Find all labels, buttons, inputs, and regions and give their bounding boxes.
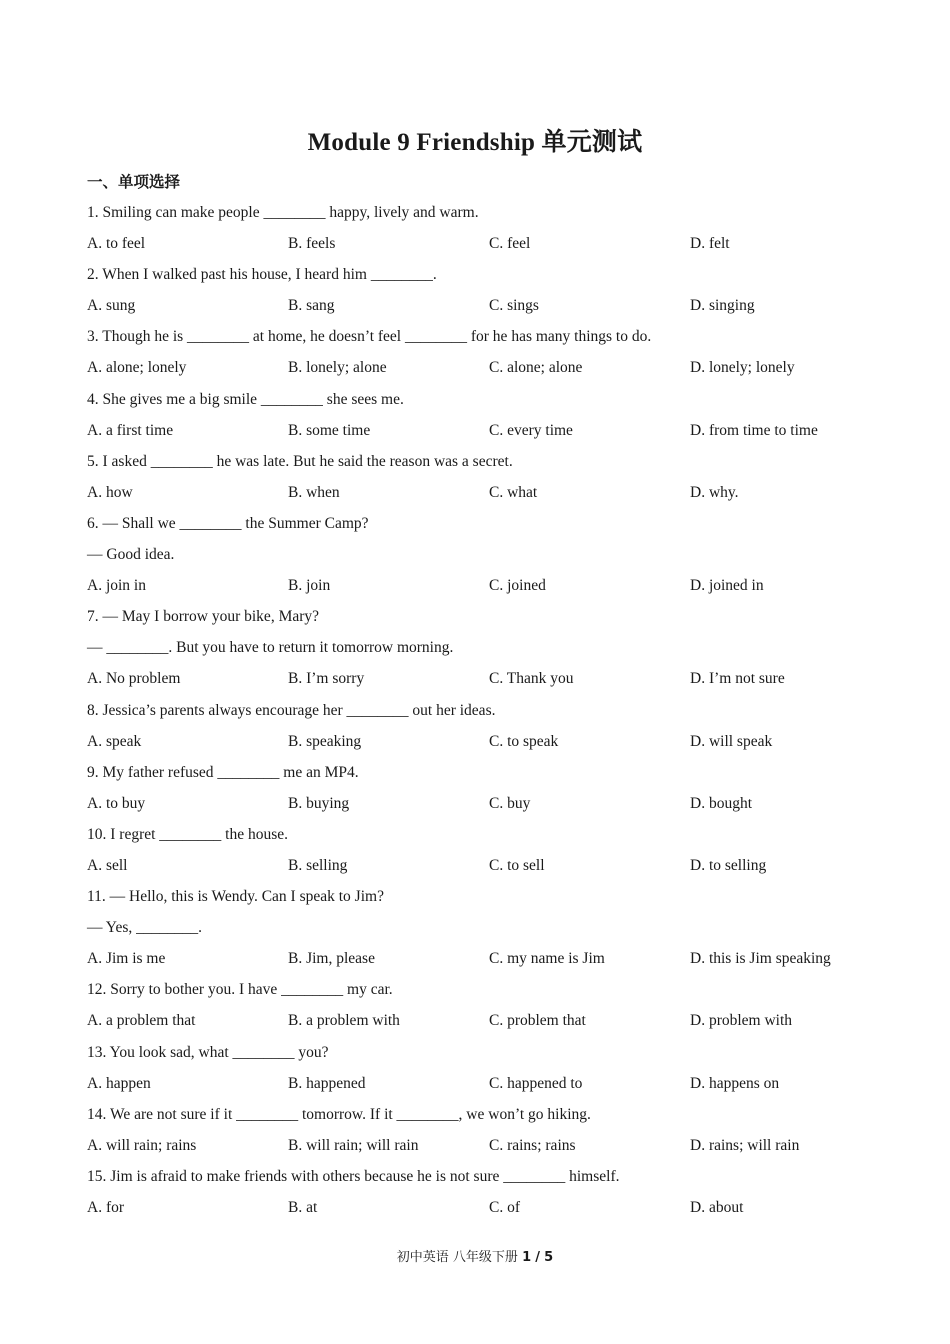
question-stem: 7. — May I borrow your bike, Mary?: [87, 608, 320, 626]
answer-option: D. bought: [690, 794, 752, 812]
question-stem: 12. Sorry to bother you. I have ________ my car.: [87, 981, 393, 999]
question-item: [87, 508, 877, 601]
answer-option: A. Jim is me: [87, 950, 166, 968]
answer-options: [87, 1130, 877, 1161]
answer-option: A. will rain; rains: [87, 1136, 197, 1154]
question-dialogue-line: — Yes, ________.: [87, 919, 202, 937]
answer-option: C. problem that: [489, 1012, 586, 1030]
answer-option: B. some time: [288, 421, 371, 439]
answer-option: D. lonely; lonely: [690, 359, 795, 377]
answer-option: D. happens on: [690, 1074, 780, 1092]
question-item: [87, 819, 877, 881]
question-item: [87, 446, 877, 508]
page-separator: /: [535, 1250, 541, 1265]
answer-options: [87, 726, 877, 757]
answer-option: C. what: [489, 483, 538, 501]
answer-options: [87, 1005, 877, 1036]
question-stem: 5. I asked ________ he was late. But he said the reason was a secret.: [87, 452, 513, 470]
question-stem: 10. I regret ________ the house.: [87, 825, 289, 843]
answer-options: [87, 415, 877, 446]
answer-option: A. speak: [87, 732, 142, 750]
answer-option: C. Thank you: [489, 670, 574, 688]
page-title: Module 9 Friendship 单元测试: [307, 129, 643, 156]
answer-option: A. for: [87, 1199, 125, 1216]
question-stem: 1. Smiling can make people ________ happy, lively and warm.: [87, 204, 479, 221]
page-footer: [0, 1246, 950, 1265]
answer-option: B. lonely; alone: [288, 359, 387, 377]
page-number: 1: [522, 1250, 532, 1265]
question-stem: 8. Jessica’s parents always encourage her ________ out her ideas.: [87, 701, 496, 719]
question-item: [87, 1099, 877, 1161]
question-dialogue-line: — Good idea.: [87, 546, 175, 564]
question-stem: 2. When I walked past his house, I heard him ________.: [87, 266, 437, 284]
answer-option: A. sell: [87, 856, 128, 874]
answer-option: A. sung: [87, 297, 136, 315]
question-item: [87, 1037, 877, 1099]
answer-option: A. how: [87, 483, 133, 501]
question-stem: 6. — Shall we ________ the Summer Camp?: [87, 514, 369, 532]
answer-option: B. happened: [288, 1074, 366, 1092]
question-stem: 3. Though he is ________ at home, he doesn’t feel ________ for he has many things to do.: [87, 328, 652, 346]
question-item: [87, 695, 877, 757]
answer-option: B. buying: [288, 794, 350, 812]
answer-options: [87, 228, 877, 259]
question-stem: 14. We are not sure if it ________ tomorrow. If it ________, we won’t go hiking.: [87, 1105, 591, 1123]
answer-option: C. my name is Jim: [489, 950, 605, 968]
question-stem: 11. — Hello, this is Wendy. Can I speak to Jim?: [87, 888, 384, 906]
question-item: [87, 974, 877, 1036]
question-item: [87, 757, 877, 819]
answer-option: D. joined in: [690, 577, 764, 595]
answer-option: B. when: [288, 483, 340, 501]
answer-option: C. joined: [489, 577, 546, 595]
question-list: [87, 197, 877, 1223]
answer-option: A. alone; lonely: [87, 359, 187, 377]
answer-option: D. this is Jim speaking: [690, 950, 831, 968]
answer-option: C. feel: [489, 235, 531, 253]
answer-option: C. to sell: [489, 856, 545, 874]
question-stem: 13. You look sad, what ________ you?: [87, 1043, 329, 1061]
question-item: [87, 384, 877, 446]
question-item: [87, 321, 877, 383]
answer-options: [87, 1192, 877, 1223]
answer-option: D. singing: [690, 297, 755, 315]
question-item: [87, 881, 877, 974]
answer-option: B. feels: [288, 235, 336, 253]
answer-options: [87, 943, 877, 974]
question-item: [87, 259, 877, 321]
answer-option: B. I’m sorry: [288, 670, 365, 688]
answer-options: [87, 663, 877, 694]
answer-option: C. alone; alone: [489, 359, 583, 377]
answer-options: [87, 1068, 877, 1099]
answer-option: B. speaking: [288, 732, 362, 750]
answer-option: A. No problem: [87, 670, 181, 688]
question-item: [87, 1161, 877, 1223]
answer-option: A. to buy: [87, 794, 146, 812]
answer-option: D. about: [690, 1199, 744, 1216]
answer-option: C. rains; rains: [489, 1136, 576, 1154]
answer-option: B. sang: [288, 297, 335, 315]
answer-option: A. join in: [87, 577, 146, 595]
answer-options: [87, 788, 877, 819]
answer-option: D. problem with: [690, 1012, 793, 1030]
answer-option: B. selling: [288, 856, 348, 874]
answer-option: D. rains; will rain: [690, 1136, 800, 1154]
answer-option: A. a first time: [87, 421, 174, 439]
answer-option: C. sings: [489, 297, 539, 315]
page-total: 5: [544, 1250, 554, 1265]
question-stem: 9. My father refused ________ me an MP4.: [87, 763, 359, 781]
question-item: [87, 601, 877, 694]
question-stem: 15. Jim is afraid to make friends with others because he is not sure ________ himself.: [87, 1167, 620, 1185]
answer-option: A. a problem that: [87, 1012, 196, 1030]
answer-option: C. every time: [489, 421, 573, 439]
answer-options: [87, 290, 877, 321]
question-item: [87, 197, 877, 259]
section-heading: 一、单项选择: [87, 173, 181, 191]
answer-option: B. at: [288, 1199, 318, 1216]
answer-option: A. happen: [87, 1074, 151, 1092]
question-stem: 4. She gives me a big smile ________ she sees me.: [87, 390, 404, 408]
answer-option: C. to speak: [489, 732, 559, 750]
answer-option: B. Jim, please: [288, 950, 375, 968]
answer-option: D. why.: [690, 483, 739, 501]
answer-option: C. buy: [489, 794, 531, 812]
answer-option: B. join: [288, 577, 331, 595]
answer-options: [87, 570, 877, 601]
answer-option: D. will speak: [690, 732, 773, 750]
answer-option: A. to feel: [87, 235, 146, 253]
answer-option: C. of: [489, 1199, 520, 1216]
answer-option: D. felt: [690, 235, 730, 253]
answer-option: D. from time to time: [690, 421, 818, 439]
answer-option: C. happened to: [489, 1074, 583, 1092]
answer-options: [87, 477, 877, 508]
answer-option: B. a problem with: [288, 1012, 400, 1030]
answer-options: [87, 352, 877, 383]
answer-option: B. will rain; will rain: [288, 1136, 419, 1154]
footer-subject: 初中英语 八年级下册: [396, 1250, 518, 1265]
question-dialogue-line: — ________. But you have to return it tomorrow morning.: [87, 639, 454, 657]
answer-option: D. to selling: [690, 856, 767, 874]
answer-options: [87, 850, 877, 881]
answer-option: D. I’m not sure: [690, 670, 785, 688]
